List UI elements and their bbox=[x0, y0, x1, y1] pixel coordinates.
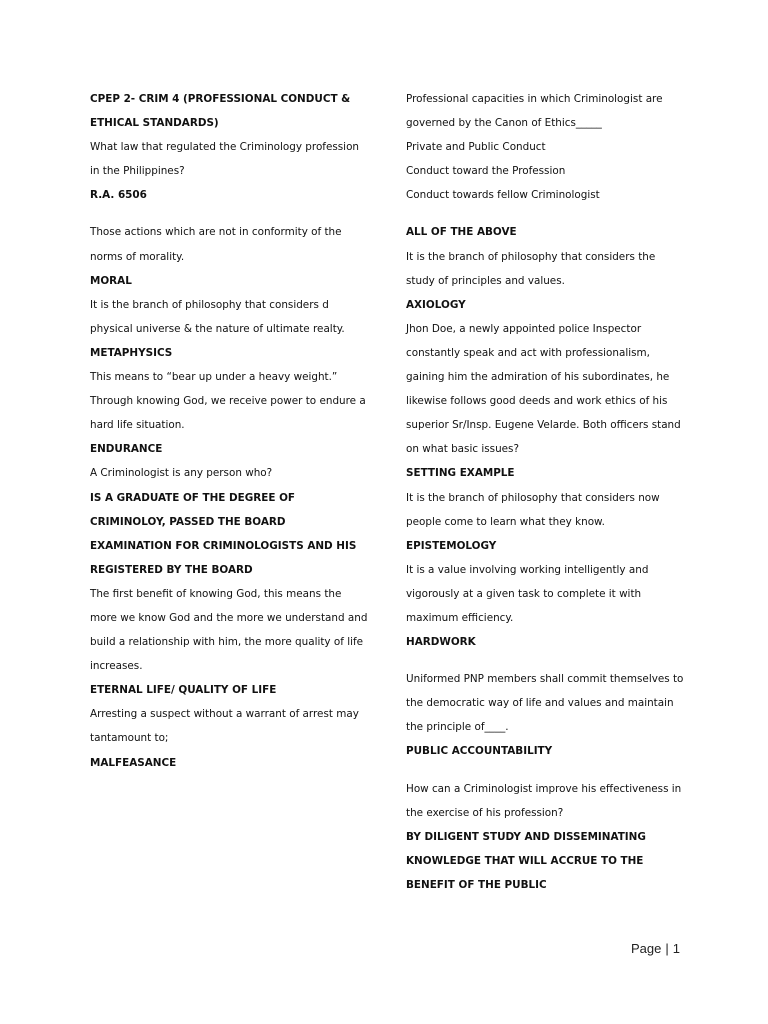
left-column bbox=[90, 87, 370, 775]
question-line: The first benefit of knowing God, this means the bbox=[90, 587, 342, 600]
question-line: maximum efficiency. bbox=[406, 611, 514, 624]
question-line: Conduct toward the Profession bbox=[406, 165, 566, 178]
answer-line: ENDURANCE bbox=[90, 443, 163, 456]
question-line: It is the branch of philosophy that considers d bbox=[90, 298, 329, 311]
page-separator: | bbox=[665, 941, 669, 956]
question-line: physical universe & the nature of ultimate realty. bbox=[90, 322, 345, 335]
answer-line: HARDWORK bbox=[406, 636, 476, 649]
question-line: likewise follows good deeds and work ethics of his bbox=[406, 395, 668, 408]
question-line: It is the branch of philosophy that considers now bbox=[406, 491, 660, 504]
question-line: Through knowing God, we receive power to endure a bbox=[90, 395, 366, 408]
answer-line: REGISTERED BY THE BOARD bbox=[90, 563, 253, 576]
answer-line: METAPHYSICS bbox=[90, 346, 173, 359]
question-line: Private and Public Conduct bbox=[406, 141, 546, 154]
answer-line: KNOWLEDGE THAT WILL ACCRUE TO THE bbox=[406, 854, 644, 867]
question-line: the exercise of his profession? bbox=[406, 806, 564, 819]
question-line: What law that regulated the Criminology profession bbox=[90, 141, 360, 154]
question-line: It is a value involving working intelligently and bbox=[406, 563, 649, 576]
question-line: constantly speak and act with professionalism, bbox=[406, 346, 650, 359]
question-line: the principle of____. bbox=[406, 721, 509, 734]
question-line: more we know God and the more we understand and bbox=[90, 611, 368, 624]
question-line: Conduct towards fellow Criminologist bbox=[406, 189, 600, 202]
answer-line: AXIOLOGY bbox=[406, 298, 466, 311]
question-line: This means to “bear up under a heavy weight.” bbox=[90, 371, 338, 384]
question-line: Those actions which are not in conformity of the bbox=[90, 226, 342, 239]
question-line: superior Sr/Insp. Eugene Velarde. Both officers stand bbox=[406, 419, 681, 432]
answer-line: SETTING EXAMPLE bbox=[406, 467, 515, 480]
page-number: 1 bbox=[672, 941, 680, 956]
page-footer bbox=[631, 941, 680, 956]
answer-line: BY DILIGENT STUDY AND DISSEMINATING bbox=[406, 830, 646, 843]
answer-line: ALL OF THE ABOVE bbox=[406, 226, 517, 239]
question-line: vigorously at a given task to complete it with bbox=[406, 587, 642, 600]
question-line: build a relationship with him, the more quality of life bbox=[90, 636, 364, 649]
question-line: on what basic issues? bbox=[406, 443, 519, 456]
page-label: Page bbox=[631, 941, 662, 956]
question-line: How can a Criminologist improve his effectiveness in bbox=[406, 782, 682, 795]
question-line: hard life situation. bbox=[90, 419, 185, 432]
paragraph-gap bbox=[90, 207, 370, 220]
answer-line: BENEFIT OF THE PUBLIC bbox=[406, 878, 547, 891]
question-line: tantamount to; bbox=[90, 732, 169, 745]
question-line: governed by the Canon of Ethics_____ bbox=[406, 117, 602, 130]
question-line: Jhon Doe, a newly appointed police Inspector bbox=[406, 322, 642, 335]
answer-line: PUBLIC ACCOUNTABILITY bbox=[406, 745, 553, 758]
answer-line: EPISTEMOLOGY bbox=[406, 539, 497, 552]
question-line: A Criminologist is any person who? bbox=[90, 467, 273, 480]
question-line: norms of morality. bbox=[90, 250, 185, 263]
question-line: in the Philippines? bbox=[90, 165, 185, 178]
question-line: It is the branch of philosophy that considers the bbox=[406, 250, 656, 263]
answer-line: IS A GRADUATE OF THE DEGREE OF bbox=[90, 491, 296, 504]
answer-line: R.A. 6506 bbox=[90, 189, 147, 202]
answer-line: MALFEASANCE bbox=[90, 756, 177, 769]
question-line: gaining him the admiration of his subordinates, he bbox=[406, 371, 670, 384]
question-line: the democratic way of life and values and maintain bbox=[406, 697, 674, 710]
answer-line: CRIMINOLOY, PASSED THE BOARD bbox=[90, 515, 286, 528]
answer-line: MORAL bbox=[90, 274, 132, 287]
answer-line: ETERNAL LIFE/ QUALITY OF LIFE bbox=[90, 684, 277, 697]
answer-line: ETHICAL STANDARDS) bbox=[90, 117, 219, 130]
right-column bbox=[406, 87, 686, 897]
question-line: people come to learn what they know. bbox=[406, 515, 605, 528]
question-line: Arresting a suspect without a warrant of arrest may bbox=[90, 708, 359, 721]
paragraph-gap bbox=[406, 654, 686, 667]
question-line: study of principles and values. bbox=[406, 274, 565, 287]
answer-line: CPEP 2- CRIM 4 (PROFESSIONAL CONDUCT & bbox=[90, 93, 351, 105]
question-line: increases. bbox=[90, 660, 143, 673]
question-line: Professional capacities in which Criminologist are bbox=[406, 93, 663, 105]
question-line: Uniformed PNP members shall commit themselves to bbox=[406, 673, 684, 686]
answer-line: EXAMINATION FOR CRIMINOLOGISTS AND HIS bbox=[90, 539, 357, 552]
paragraph-gap bbox=[406, 764, 686, 777]
paragraph-gap bbox=[406, 207, 686, 220]
